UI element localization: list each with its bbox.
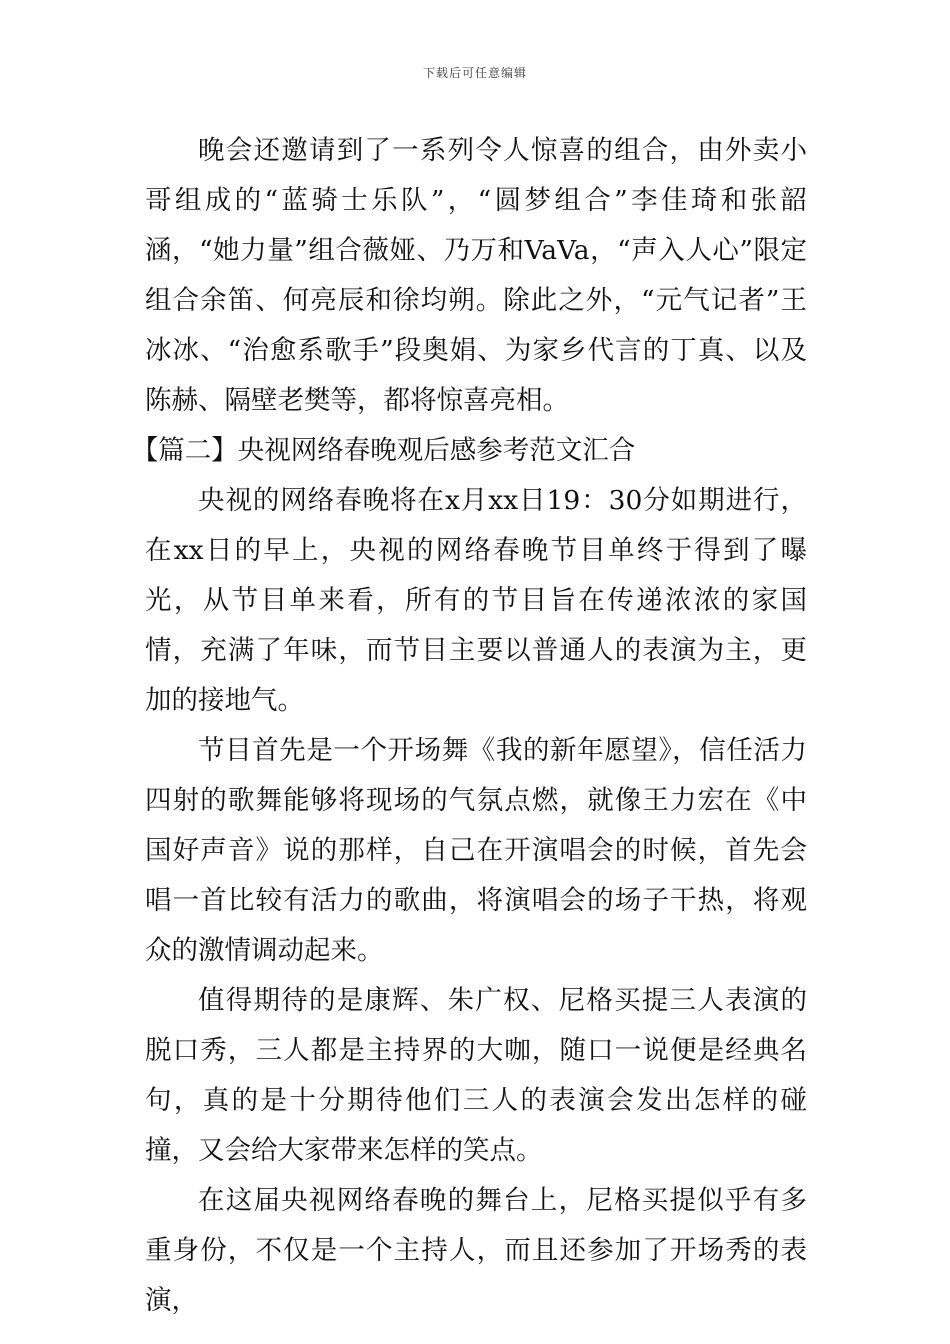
paragraph-1: 晚会还邀请到了一系列令人惊喜的组合，由外卖小哥组成的“蓝骑士乐队”，“圆梦组合”李佳琦和张韶涵，“她力量”组合薇娅、乃万和VaVa，“声入人心”限定组合余笛、何亮辰和徐均朔。除此之外，“元气记者”王冰冰、“治愈系歌手”段奥娟、为家乡代言的丁真、以及陈赫、隔壁老樊等，都将惊喜亮相。 [145,135,807,416]
document-body [131,126,807,1326]
page-header: 下载后可任意编辑 [422,66,527,80]
paragraph-3: 节目首先是一个开场舞《我的新年愿望》，信任活力四射的歌舞能够将现场的气氛点燃，就像王力宏在《中国好声音》说的那样，自己在开演唱会的时候，首先会唱一首比较有活力的歌曲，将演唱会的场子干热，将观众的激情调动起来。 [145,735,807,966]
paragraph-4: 值得期待的是康辉、朱广权、尼格买提三人表演的脱口秀，三人都是主持界的大咖，随口一说便是经典名句，真的是十分期待他们三人的表演会发出怎样的碰撞，又会给大家带来怎样的笑点。 [145,985,807,1166]
paragraph-5: 在这届央视网络春晚的舞台上，尼格买提似乎有多重身份，不仅是一个主持人，而且还参加了开场秀的表演， [145,1185,807,1316]
section-heading: 【篇二】央视网络春晚观后感参考范文汇合 [131,435,636,466]
paragraph-2: 央视的网络春晚将在x月xx日19：30分如期进行，在xx日的早上，央视的网络春晚节目单终于得到了曝光，从节目单来看，所有的节目旨在传递浓浓的家国情，充满了年味，而节目主要以普通人的表演为主，更加的接地气。 [145,485,807,716]
